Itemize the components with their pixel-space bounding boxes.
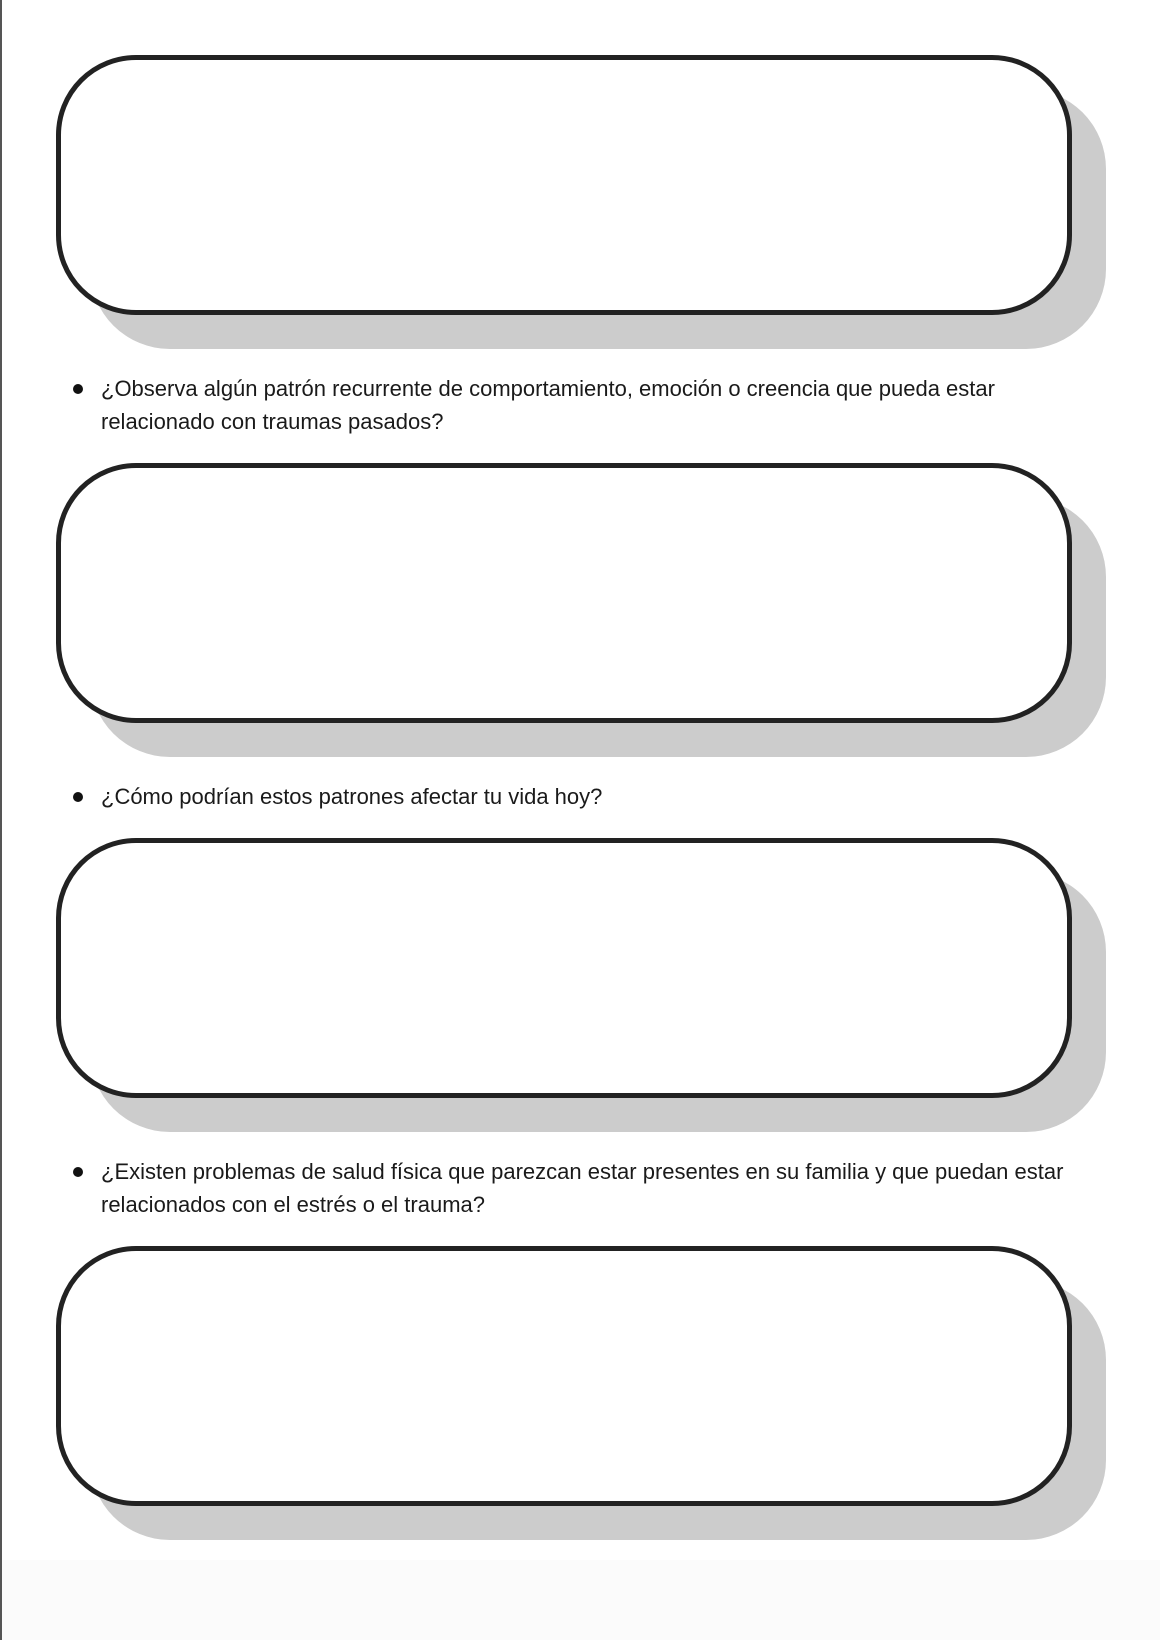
question-3 [70,1155,1090,1221]
page-bottom-margin [2,1560,1160,1640]
question-2 [70,780,1090,813]
answer-box-4[interactable] [56,1246,1072,1506]
bullet-icon [73,1167,83,1177]
question-text: ¿Cómo podrían estos patrones afectar tu vida hoy? [101,784,603,809]
question-text: ¿Observa algún patrón recurrente de comportamiento, emoción o creencia que pueda estar relacionado con traumas pasados? [101,376,995,434]
answer-box-frame[interactable] [56,55,1072,315]
answer-box-frame[interactable] [56,838,1072,1098]
answer-box-3[interactable] [56,838,1072,1098]
answer-box-1[interactable] [56,55,1072,315]
bullet-icon [73,384,83,394]
page-left-edge [0,0,2,1640]
answer-box-frame[interactable] [56,1246,1072,1506]
answer-box-2[interactable] [56,463,1072,723]
answer-box-frame[interactable] [56,463,1072,723]
question-1 [70,372,1090,438]
question-text: ¿Existen problemas de salud física que parezcan estar presentes en su familia y que puedan estar relacionados con el estrés o el trauma? [101,1159,1064,1217]
bullet-icon [73,792,83,802]
